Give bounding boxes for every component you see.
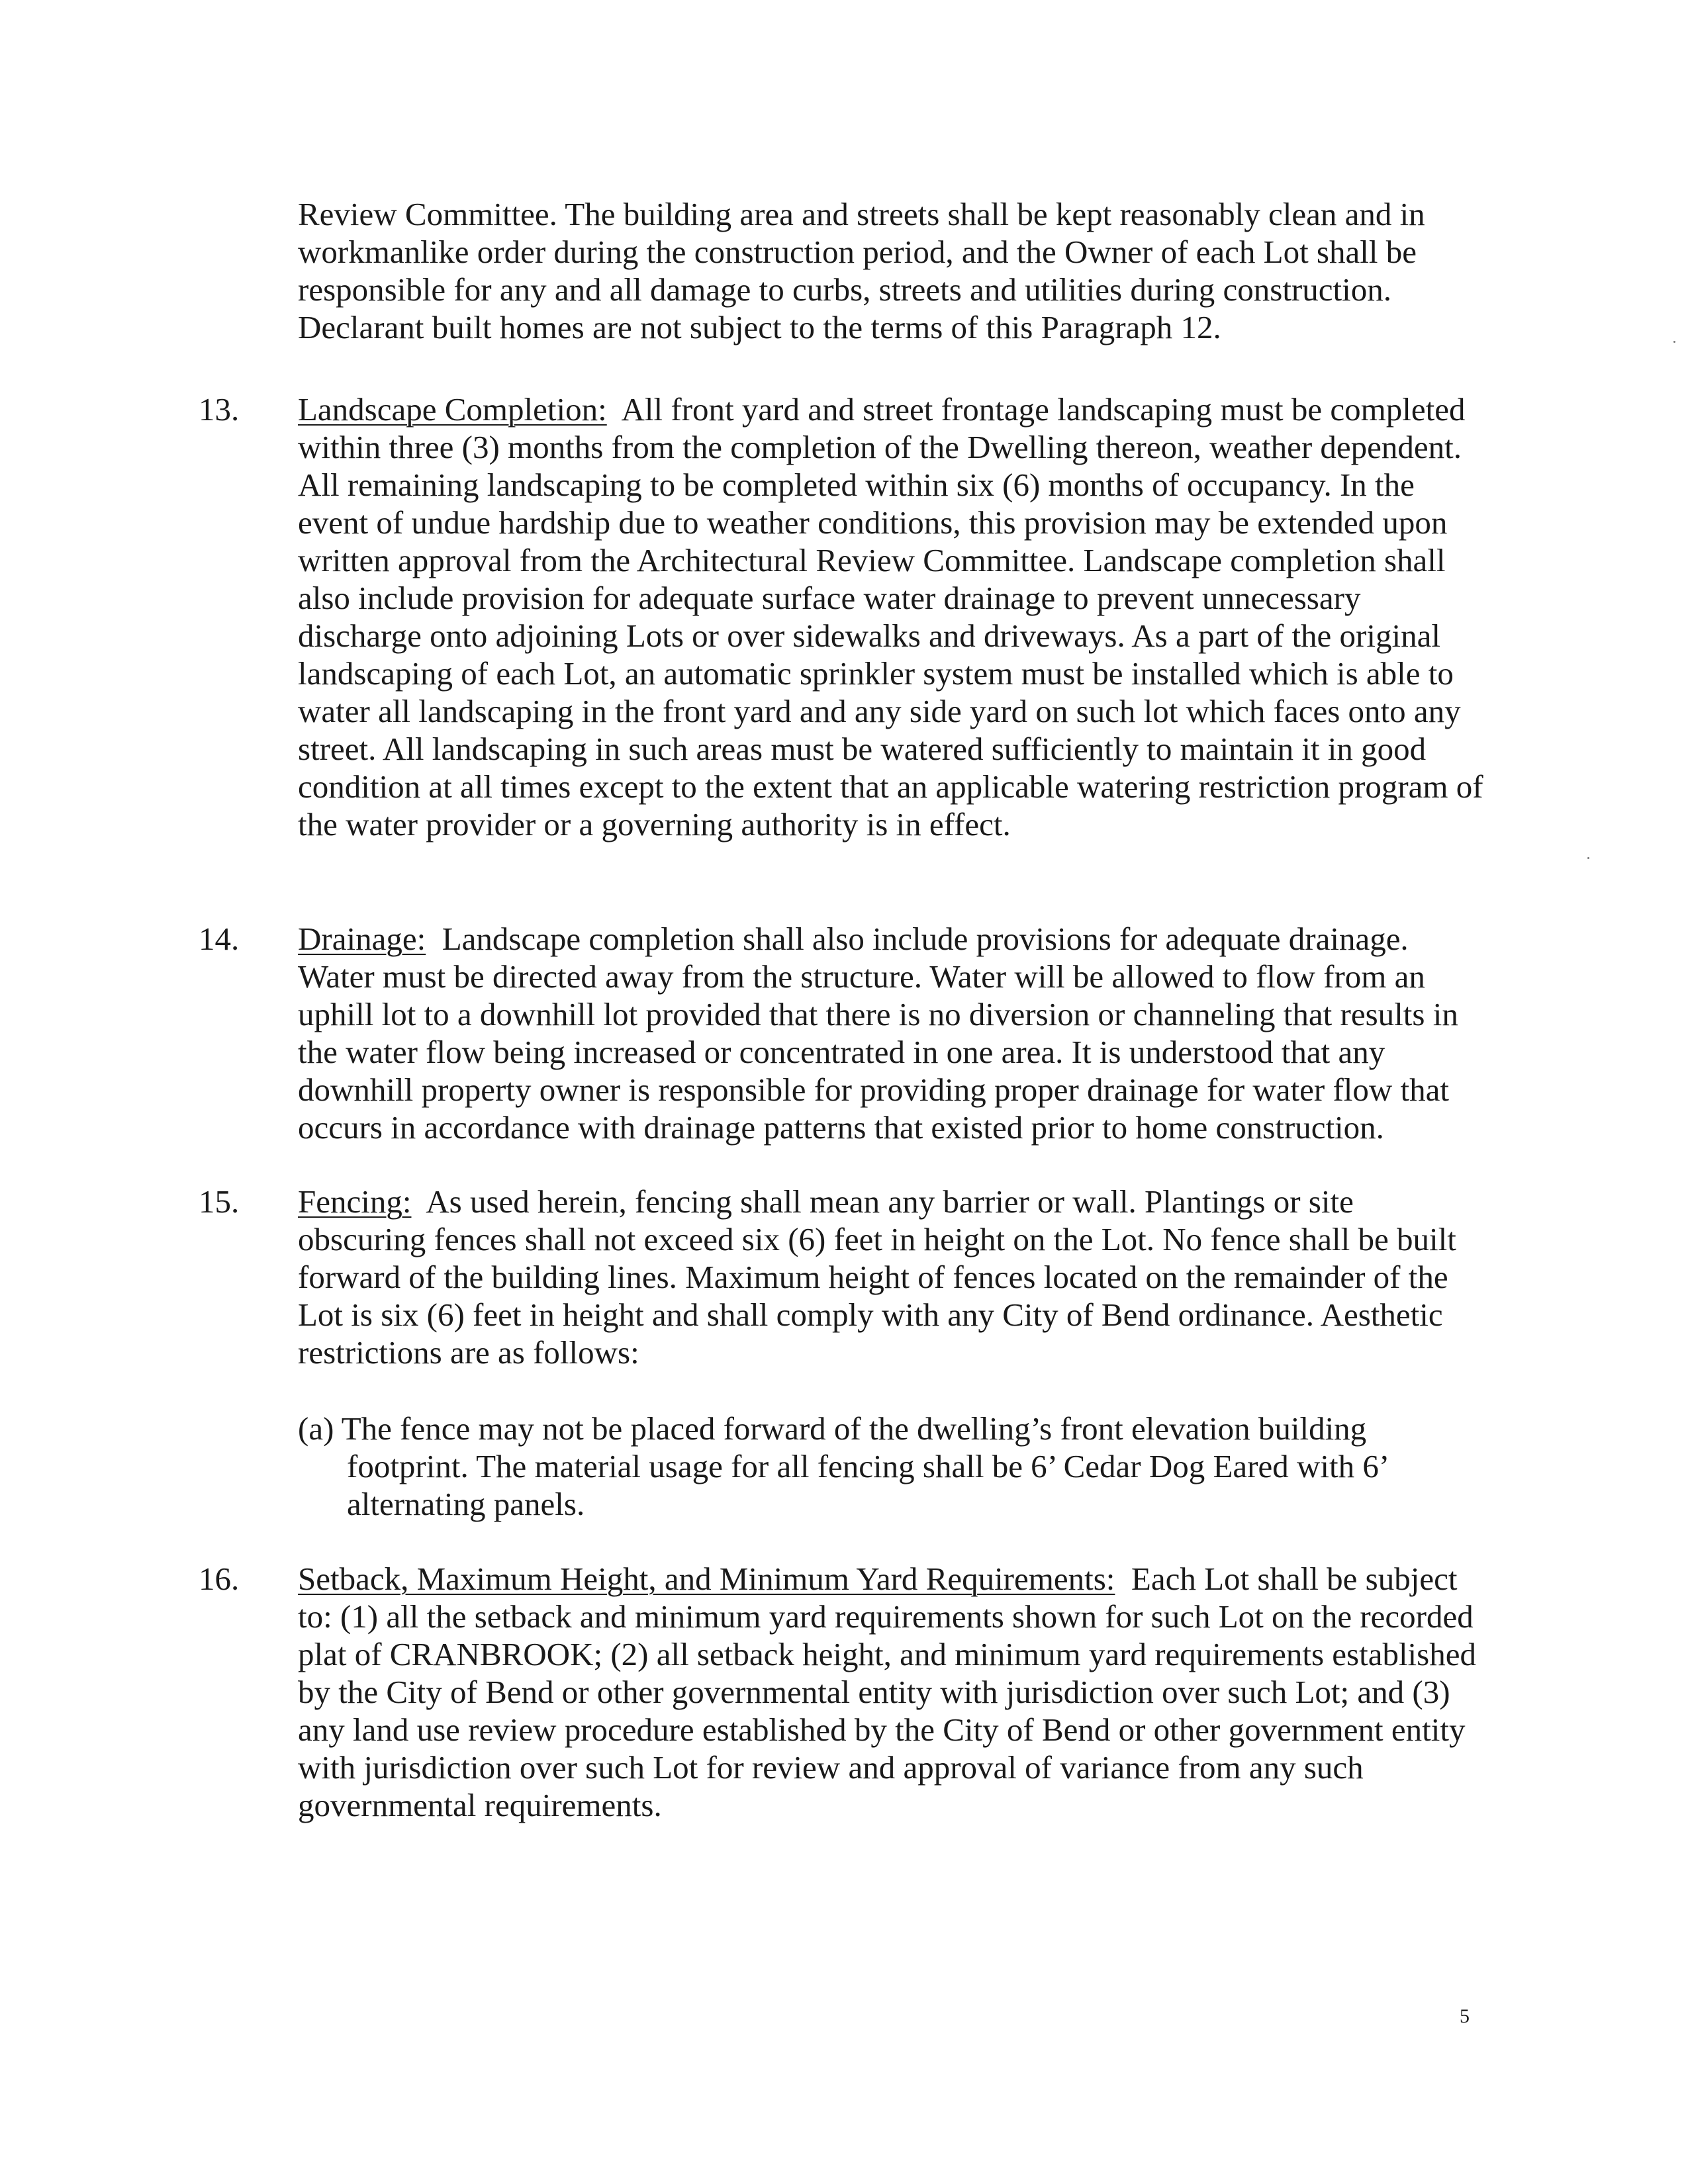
section-13-body: All front yard and street frontage landscaping must be completed within three (3) months from the completion of the Dwelling thereon, weather dependent. All remaining landscaping to be completed within six (6) months of occupancy. In the event of undue hardship due to weather conditions, this provision may be extended upon written approval from the Architectural Review Committee. Landscape completion shall also include provision for adequate surface water drainage to prevent unnecessary discharge onto adjoining Lots or over sidewalks and driveways. As a part of the original landscaping of each Lot, an automatic sprinkler system must be installed which is able to water all landscaping in the front yard and any side yard on such lot which faces onto any street. All landscaping in such areas must be watered sufficiently to maintain it in good condition at all times except to the extent that an applicable watering restriction program of the water provider or a governing authority is in effect. xyxy=(298,391,1483,842)
section-14-heading: Drainage: xyxy=(298,921,426,957)
page-number: 5 xyxy=(1460,2005,1470,2027)
section-15-number: 15. xyxy=(199,1183,240,1220)
section-14-body: Landscape completion shall also include provisions for adequate drainage. Water must be directed away from the structure. Water will be allowed to flow from an uphill lot to a downhill lot provided that there is no diversion or channeling that results in the water flow being increased or concentrated in one area. It is understood that any downhill property owner is responsible for providing proper drainage for water flow that occurs in accordance with drainage patterns that existed prior to home construction. xyxy=(298,921,1458,1146)
section-14-number: 14. xyxy=(199,921,240,957)
section-13-heading: Landscape Completion: xyxy=(298,391,607,428)
section-16-heading: Setback, Maximum Height, and Minimum Yard Requirements: xyxy=(298,1561,1115,1597)
scan-speck xyxy=(1587,857,1589,859)
section-13-number: 13. xyxy=(199,391,240,428)
continuation-paragraph: Review Committee. The building area and streets shall be kept reasonably clean and in workmanlike order during the construction period, and the Owner of each Lot shall be responsible for any and all damage to curbs, streets and utilities during construction. Declarant built homes are not subject to the terms of this Paragraph 12. xyxy=(298,196,1425,345)
section-16-number: 16. xyxy=(199,1561,240,1597)
section-16-body: Each Lot shall be subject to: (1) all the setback and minimum yard requirements shown for such Lot on the recorded plat of CRANBROOK; (2) all setback height, and minimum yard requirements established by the City of Bend or other governmental entity with jurisdiction over such Lot; and (3) any land use review procedure established by the City of Bend or other government entity with jurisdiction over such Lot for review and approval of variance from any such governmental requirements. xyxy=(298,1561,1476,1823)
section-15-body: As used herein, fencing shall mean any barrier or wall. Plantings or site obscuring fences shall not exceed six (6) feet in height on the Lot. No fence shall be built forward of the building lines. Maximum height of fences located on the remainder of the Lot is six (6) feet in height and shall comply with any City of Bend ordinance. Aesthetic restrictions are as follows: xyxy=(298,1183,1456,1371)
section-14-paragraph xyxy=(298,920,1489,1146)
section-15-paragraph xyxy=(298,1183,1489,1371)
section-13-paragraph xyxy=(298,390,1489,843)
section-15-subitem-a: (a) The fence may not be placed forward of the dwelling’s front elevation building footprint. The material usage for all fencing shall be 6’ Cedar Dog Eared with 6’ alternating panels. xyxy=(298,1410,1387,1522)
section-16-paragraph xyxy=(298,1560,1489,1824)
scan-speck xyxy=(1673,341,1675,343)
section-15-heading: Fencing: xyxy=(298,1183,412,1220)
